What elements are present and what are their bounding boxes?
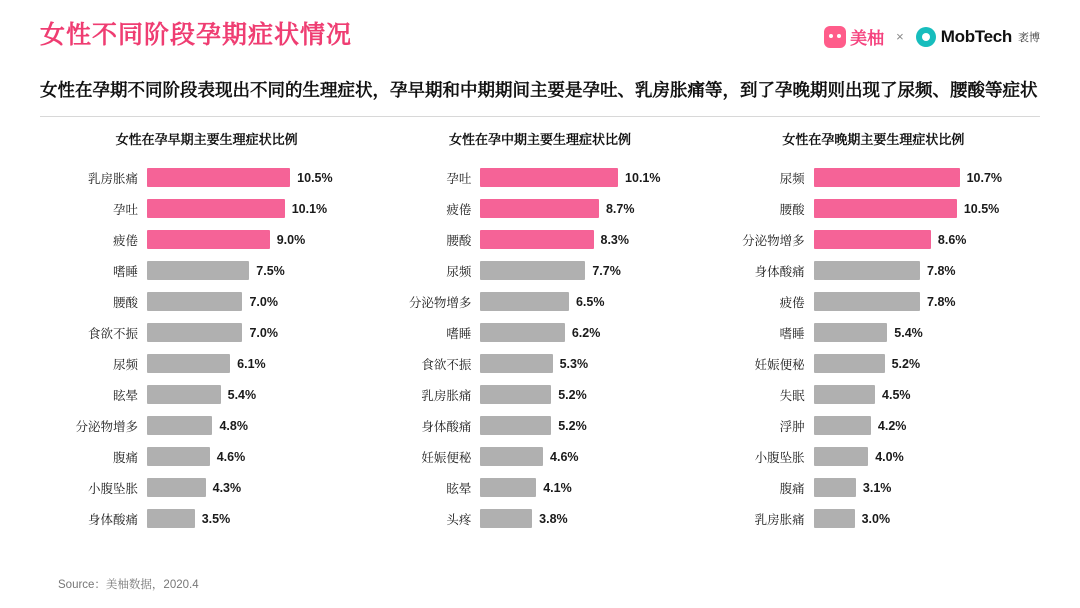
bar-value-label: 8.3% [600, 232, 629, 247]
bar-value-label: 8.6% [937, 232, 967, 247]
bar-category-label: 失眠 [779, 388, 805, 403]
bar-category-label: 疲倦 [112, 233, 138, 248]
bar [480, 416, 551, 435]
bar-category-label: 食欲不振 [87, 326, 138, 341]
bar [480, 385, 551, 404]
bar-category-label: 尿频 [779, 171, 805, 186]
bar-row [379, 379, 700, 410]
bar [147, 323, 242, 342]
bar-value-label: 10.5% [963, 201, 1000, 216]
bar-row [713, 255, 1034, 286]
bar-track [480, 348, 700, 379]
bar [814, 416, 871, 435]
bar-category-label: 腹痛 [779, 481, 805, 496]
bar-value-label: 4.0% [875, 449, 904, 464]
bar [147, 447, 210, 466]
bar-category-label: 疲倦 [446, 202, 472, 217]
bar [814, 509, 855, 528]
bar-value-label: 3.1% [862, 480, 892, 495]
bar-category-label: 嗜睡 [446, 326, 472, 341]
bar-row [379, 348, 700, 379]
bar-value-label: 8.7% [605, 201, 635, 216]
bar-row [713, 162, 1034, 193]
bar-value-label: 5.4% [227, 387, 257, 402]
charts-container [40, 129, 1040, 534]
bar-track [147, 410, 367, 441]
brand-separator: × [896, 29, 904, 44]
bar [814, 354, 885, 373]
bar-category-label: 疲倦 [779, 295, 805, 310]
bar [147, 354, 230, 373]
bar-row [46, 224, 367, 255]
bar-track [480, 410, 700, 441]
bar-track [814, 441, 1034, 472]
bar-row [46, 503, 367, 534]
chart-early-pregnancy [40, 129, 373, 534]
bar-category-label: 小腹坠胀 [87, 481, 138, 496]
bar-track [814, 317, 1034, 348]
bar-row [46, 410, 367, 441]
bar-row [379, 410, 700, 441]
brand-meiyou [824, 24, 884, 49]
source-note: Source：美柚数据，2020.4 [58, 579, 199, 591]
bar-track [147, 503, 367, 534]
bar-track [814, 193, 1034, 224]
bar [147, 168, 290, 187]
bar-category-label: 乳房胀痛 [421, 388, 472, 403]
bar-row [713, 348, 1034, 379]
bar-track [480, 224, 700, 255]
bar-track [147, 224, 367, 255]
bar-value-label: 3.8% [539, 511, 568, 526]
bar-category-label: 分泌物增多 [742, 233, 805, 248]
bar-row [379, 286, 700, 317]
bar [147, 509, 195, 528]
bar-value-label: 7.8% [927, 294, 956, 309]
bar-track [480, 379, 700, 410]
bar-row [379, 255, 700, 286]
bar-value-label: 5.2% [558, 387, 587, 402]
bar-value-label: 4.5% [882, 387, 911, 402]
bar [480, 509, 532, 528]
bar-track [147, 379, 367, 410]
bar-value-label: 7.5% [256, 263, 285, 278]
bar-value-label: 3.0% [861, 511, 891, 526]
divider [40, 116, 1040, 117]
bar-track [814, 224, 1034, 255]
meiyou-logo-icon [824, 26, 846, 48]
bar-row [713, 224, 1034, 255]
bar-track [814, 379, 1034, 410]
bar-category-label: 身体酸痛 [421, 419, 472, 434]
bar-value-label: 6.5% [575, 294, 605, 309]
bar-category-label: 孕吐 [446, 171, 472, 186]
bar-value-label: 3.5% [201, 511, 231, 526]
bar-track [147, 162, 367, 193]
header [40, 0, 1040, 66]
brand-bar [824, 24, 1040, 49]
bar-track [814, 348, 1034, 379]
chart-title: 女性在孕中期主要生理症状比例 [448, 132, 631, 147]
bar-track [814, 255, 1034, 286]
bar [147, 292, 242, 311]
bar-value-label: 5.2% [558, 418, 587, 433]
bar-category-label: 嗜睡 [779, 326, 805, 341]
bar-value-label: 6.1% [237, 356, 266, 371]
bar-track [147, 348, 367, 379]
bar-value-label: 6.2% [571, 325, 601, 340]
bar-category-label: 分泌物增多 [75, 419, 138, 434]
bar-track [480, 162, 700, 193]
bar [814, 168, 960, 187]
bar-track [814, 410, 1034, 441]
bar-value-label: 9.0% [276, 232, 306, 247]
bar-category-label: 尿频 [112, 357, 138, 372]
bar [480, 199, 599, 218]
bar-row [713, 379, 1034, 410]
bar-value-label: 4.8% [219, 418, 248, 433]
bar [814, 478, 856, 497]
bar-track [147, 441, 367, 472]
bar [814, 323, 888, 342]
bar-track [480, 286, 700, 317]
bar-value-label: 7.0% [249, 325, 278, 340]
bar [814, 447, 869, 466]
bar-value-label: 7.7% [592, 263, 621, 278]
bar-category-label: 腰酸 [112, 295, 138, 310]
bar-category-label: 身体酸痛 [87, 512, 138, 527]
bar-row [713, 441, 1034, 472]
bar-track [480, 317, 700, 348]
bar-row [46, 255, 367, 286]
bar-row [379, 441, 700, 472]
bar [480, 230, 593, 249]
bar-category-label: 腰酸 [779, 202, 805, 217]
bar-category-label: 乳房胀痛 [754, 512, 805, 527]
bar-track [480, 441, 700, 472]
bar-category-label: 腹痛 [112, 450, 138, 465]
bar [814, 385, 875, 404]
bar-track [814, 503, 1034, 534]
bar-category-label: 眩晕 [112, 388, 138, 403]
bar-row [46, 317, 367, 348]
bar-value-label: 4.1% [543, 480, 572, 495]
bar [480, 292, 569, 311]
bar-track [147, 193, 367, 224]
bar-row [46, 379, 367, 410]
chart-title: 女性在孕早期主要生理症状比例 [115, 132, 298, 147]
bar-track [147, 317, 367, 348]
bar-row [379, 162, 700, 193]
bar-category-label: 眩晕 [446, 481, 472, 496]
bar [147, 199, 285, 218]
bar-category-label: 分泌物增多 [408, 295, 472, 310]
bar-rows [46, 162, 367, 534]
bar [480, 323, 565, 342]
bar-row [379, 472, 700, 503]
bar-row [46, 472, 367, 503]
bar-category-label: 嗜睡 [112, 264, 138, 279]
chart-late-pregnancy [707, 129, 1040, 534]
mobtech-logo-icon [916, 27, 936, 47]
bar-value-label: 7.8% [927, 263, 956, 278]
bar [814, 199, 957, 218]
bar-track [480, 193, 700, 224]
bar-value-label: 4.3% [212, 480, 242, 495]
brand-meiyou-label: 美柚 [850, 29, 885, 48]
bar [480, 447, 543, 466]
bar [147, 261, 249, 280]
bar-row [713, 286, 1034, 317]
bar-value-label: 7.0% [249, 294, 278, 309]
bar-category-label: 腰酸 [446, 233, 472, 248]
bar-category-label: 尿频 [446, 264, 472, 279]
bar [147, 230, 270, 249]
bar-value-label: 10.7% [966, 170, 1003, 185]
bar [480, 261, 585, 280]
bar-row [46, 441, 367, 472]
brand-mobtech-label: MobTech [940, 26, 1012, 46]
bar [147, 478, 206, 497]
bar-track [147, 255, 367, 286]
brand-mobtech-sublabel: 袤博 [1018, 31, 1040, 44]
bar-category-label: 小腹坠胀 [754, 450, 805, 465]
subtitle: 女性在孕期不同阶段表现出不同的生理症状，孕早期和中期期间主要是孕吐、乳房胀痛等，到了孕晚期则出现了尿频、腰酸等症状 [40, 80, 1038, 100]
bar-value-label: 4.6% [550, 449, 579, 464]
bar-value-label: 10.5% [297, 170, 333, 185]
bar-track [480, 503, 700, 534]
bar-row [379, 193, 700, 224]
bar-value-label: 5.2% [891, 356, 921, 371]
bar-track [147, 472, 367, 503]
bar-track [147, 286, 367, 317]
bar-rows [379, 162, 700, 534]
bar-rows [713, 162, 1034, 534]
bar-category-label: 头疼 [446, 512, 472, 527]
bar [814, 261, 920, 280]
bar-category-label: 乳房胀痛 [87, 171, 138, 186]
bar-row [46, 193, 367, 224]
bar-category-label: 孕吐 [112, 202, 138, 217]
bar-row [46, 162, 367, 193]
chart-title: 女性在孕晚期主要生理症状比例 [782, 132, 965, 147]
bar-track [480, 255, 700, 286]
bar-row [46, 348, 367, 379]
brand-mobtech [916, 27, 1040, 47]
bar [480, 478, 536, 497]
bar [147, 385, 221, 404]
bar-value-label: 5.4% [894, 325, 923, 340]
bar-row [379, 317, 700, 348]
bar-row [713, 193, 1034, 224]
bar-category-label: 浮肿 [779, 419, 805, 434]
bar [480, 354, 552, 373]
chart-mid-pregnancy [373, 129, 706, 534]
bar-category-label: 妊娠便秘 [421, 450, 472, 465]
bar-row [713, 472, 1034, 503]
page-title: 女性不同阶段孕期症状情况 [40, 21, 353, 49]
bar [147, 416, 212, 435]
bar-category-label: 食欲不振 [421, 357, 472, 372]
bar-value-label: 4.6% [216, 449, 246, 464]
bar [814, 292, 920, 311]
bar-track [814, 286, 1034, 317]
bar [814, 230, 931, 249]
bar-category-label: 妊娠便秘 [754, 357, 805, 372]
bar-value-label: 10.1% [625, 170, 661, 185]
bar-row [46, 286, 367, 317]
bar-row [379, 503, 700, 534]
bar-value-label: 5.3% [559, 356, 589, 371]
bar-track [814, 162, 1034, 193]
bar [480, 168, 618, 187]
bar-row [379, 224, 700, 255]
bar-category-label: 身体酸痛 [754, 264, 805, 279]
bar-row [713, 503, 1034, 534]
bar-track [480, 472, 700, 503]
bar-track [814, 472, 1034, 503]
bar-row [713, 317, 1034, 348]
bar-value-label: 4.2% [877, 418, 907, 433]
bar-value-label: 10.1% [291, 201, 328, 216]
bar-row [713, 410, 1034, 441]
